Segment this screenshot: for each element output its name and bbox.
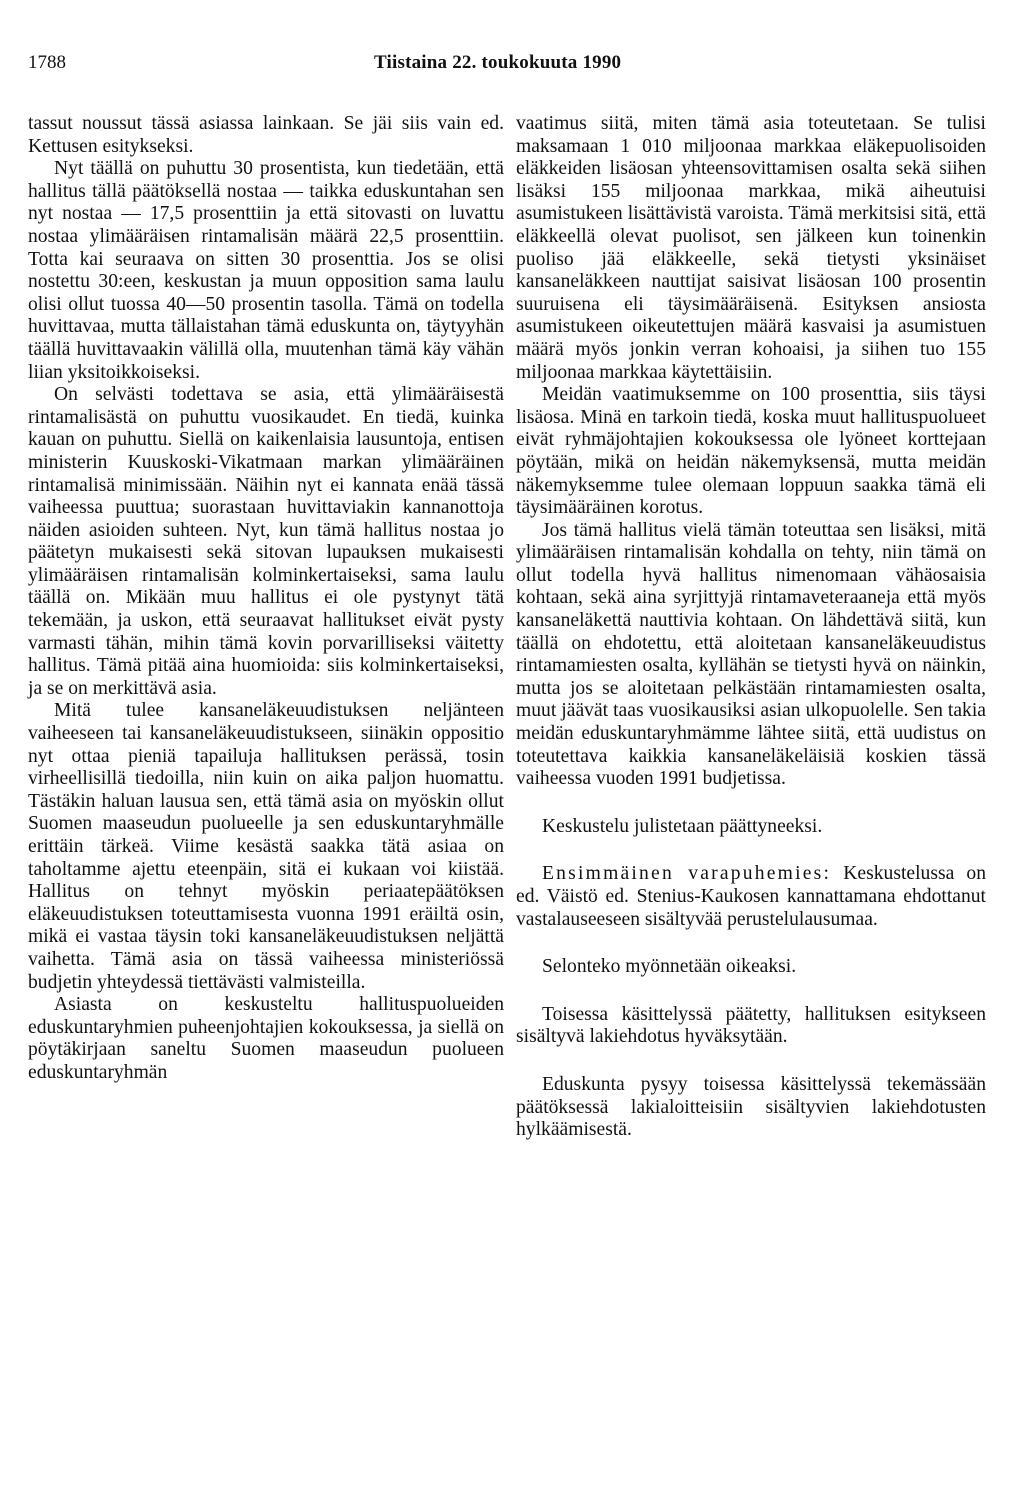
debate-closed: Keskustelu julistetaan päättyneeksi. — [542, 815, 823, 837]
right-paragraph-2: Jos tämä hallitus vielä tämän toteuttaa sen lisäksi, mitä ylimääräisen rintamalisän kohdalla on tehty, niin tämä on ollut todella hyvä hallitus nimenomaan vähäosaisia kohtaan, sekä aina syrjittyjä rintamaveteraaneja että myös kansaneläkettä nauttivia kohtaan. On lähdettävä siitä, kun täällä on ehdotettu, että aloitetaan kansaneläkeuudistus rintamamiesten osalta, kyllähän se tietysti hyvä on näinkin, mutta jos se aloitetaan pelkästään rintamamiesten osalta, muut jäävät taas vuosikausiksi asian ulkopuolelle. Sen takia meidän eduskuntaryhmämme lähtee siitä, että uudistus on toteutettava kaikkia kansaneläkeläisiä koskien tässä vaiheessa vuoden 1991 budjetissa. — [516, 519, 986, 790]
left-paragraph-4: Mitä tulee kansaneläkeuudistuksen neljänteen vaiheeseen tai kansaneläkeuudistukseen, siinäkin oppositio nyt ottaa pieniä tapailuja hallituksen perässä, tosin virheellisillä tiedoilla, niin kuin on aika paljon huomattu. Tästäkin haluan lausua sen, että tämä asia on myöskin ollut Suomen maaseudun puolueelle ja sen eduskuntaryhmälle erittäin tärkeä. Viime kesästä saakka tätä asiaa on taholtamme ajettu eteenpäin, sitä ei kukaan voi kiistää. Hallitus on tehnyt myöskin periaatepäätöksen eläkeuudistuksen toteuttamisesta vuonna 1991 eräiltä osin, mikä ei vastaa täysin toki kansaneläkeuudistuksen neljättä vaihetta. Tämä asia on tässä vaiheessa ministeriössä budjetin yhteydessä tiettävästi valmisteilla. — [28, 700, 504, 993]
page-number: 1788 — [28, 52, 66, 73]
speaker-text: Keskustelussa on ed. Väistö ed. Stenius-Kaukosen kannattamana ehdottanut vastalauseeseen sisältyvää perustelulausumaa. — [516, 863, 986, 930]
parliament-decision: Eduskunta pysyy toisessa käsittelyssä tekemässään päätöksessä lakialoitteisiin sisältyvien lakiehdotusten hylkäämisestä. — [516, 1073, 986, 1141]
left-column — [28, 113, 504, 1085]
right-paragraph-1: Meidän vaatimuksemme on 100 prosenttia, siis täysi lisäosa. Minä en tarkoin tiedä, koska muut hallituspuolueet eivät ryhmäjohtajien kokouksessa ole lyöneet korttejaan pöytään, mikä on heidän näkemyksensä, mutta meidän näkemyksemme tulee olemaan loppuun saakka tämä eli täysimääräinen korotus. — [516, 384, 986, 519]
left-paragraph-1: tassut noussut tässä asiassa lainkaan. Se jäi siis vain ed. Kettusen esitykseksi. — [28, 113, 504, 157]
right-column — [516, 113, 986, 1142]
report-approved: Selonteko myönnetään oikeaksi. — [542, 956, 797, 978]
speaker-statement — [516, 863, 986, 931]
left-paragraph-3: On selvästi todettava se asia, että ylimääräisestä rintamalisästä on puhuttu vuosikaudet. En tiedä, kuinka kauan on puhuttu. Siellä on kaikenlaisia lausuntoja, entisen ministerin Kuuskoski-Vikatmaan markan ylimääräinen rintamalisä minimissään. Näihin nyt ei kannata enää tässä vaiheessa puuttua; suorastaan huvittaviakin kannanottoja näiden asioiden suhteen. Nyt, kun tämä hallitus nostaa jo päätetyn mukaisesti sekä sitovan lupauksen mukaisesti ylimääräisen rintamalisän kolminkertaiseksi, sama laulu täällä on. Mikään muu hallitus ei ole pystynyt tätä tekemään, ja uskon, että seuraavat hallitukset eivät pysty varmasti tähän, mihin tämä kovin porvarilliseksi väitetty hallitus. Tämä pitää aina huomioida: siis kolminkertaiseksi, ja se on merkittävä asia. — [28, 384, 504, 699]
speaker-label: Ensimmäinen varapuhemies: — [542, 863, 832, 885]
left-paragraph-2: Nyt täällä on puhuttu 30 prosentista, kun tiedetään, että hallitus tällä päätöksellä nostaa — taikka eduskuntahan sen nyt nostaa — 17,5 prosenttiin ja että sitovasti on luvattu nostaa ylimääräisen rintamalisän määrä 22,5 prosenttiin. Totta kai seuraava on sitten 30 prosenttia. Jos se olisi nostettu 30:een, keskustan ja muun opposition sama laulu olisi ollut tuossa 40—50 prosentin tasolla. Tämä on todella huvittavaa, mutta tällaistahan tämä eduskunta on, täytyyhän täällä huvittavaakin välillä olla, muutenhan tämä käy vähän liian yksitoikkoiseksi. — [28, 158, 504, 383]
left-paragraph-5: Asiasta on keskusteltu hallituspuolueiden eduskuntaryhmien puheenjohtajien kokouksessa, ja siellä on pöytäkirjaan saneltu Suomen maaseudun puolueen eduskuntaryhmän — [28, 994, 504, 1083]
page-header — [0, 52, 1024, 82]
second-reading-decision: Toisessa käsittelyssä päätetty, hallituksen esitykseen sisältyvä lakiehdotus hyväksytään. — [516, 1003, 986, 1048]
header-date: Tiistaina 22. toukokuuta 1990 — [374, 52, 622, 73]
right-continuation: vaatimus siitä, miten tämä asia toteutetaan. Se tulisi maksamaan 1 010 miljoonaa markkaa eläkepuolisoiden eläkkeiden lisäosan yhteensovittamisen osalta sekä siihen lisäksi 155 miljoonaa markkaa, mikä aiheutuisi asumistukeen lisättävistä varoista. Tämä merkitsisi sitä, että eläkkeellä olevat puolisot, sen jälkeen kun toinenkin puoliso jää eläkkeelle, sekä tietysti yksinäiset kansaneläkkeen nauttijat saisivat lisäosan 100 prosentin suuruisena eli täysimääräisenä. Esityksen ansiosta asumistukeen oikeutettujen määrä kasvaisi ja asumistuen määrä myös jonkin verran kohoaisi, ja siihen tuo 155 miljoonaa markkaa käytettäisiin. — [516, 113, 986, 383]
